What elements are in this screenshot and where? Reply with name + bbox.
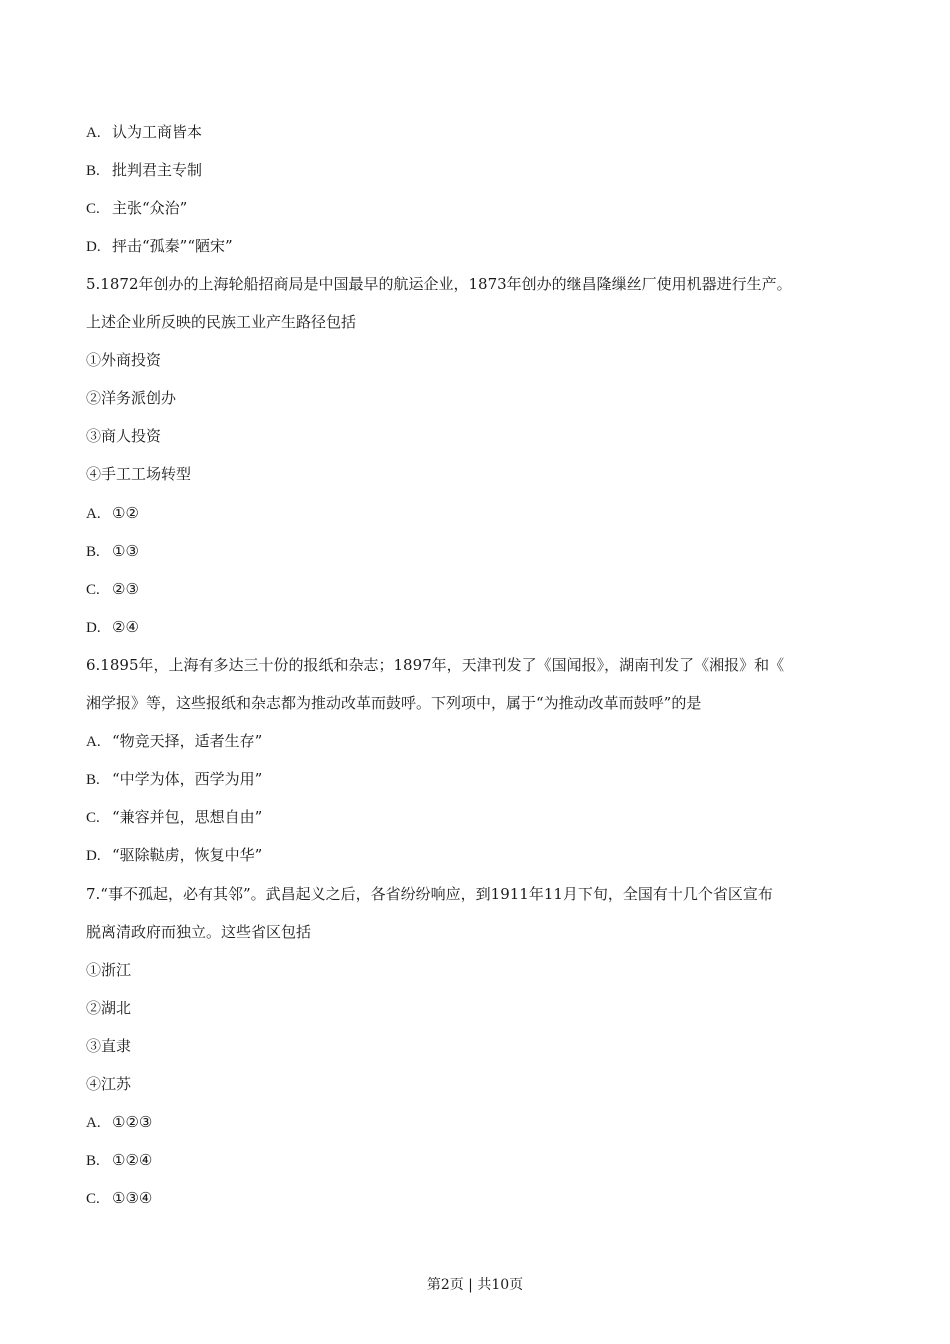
q4-option-d bbox=[86, 236, 233, 257]
q5-option-c bbox=[86, 579, 139, 600]
q6-stem-line2: 湘学报》等，这些报纸和杂志都为推动改革而鼓呼。下列项中，属于“为推动改革而鼓呼”的是 bbox=[86, 694, 702, 712]
option-text: 抨击“孤秦”“陋宋” bbox=[112, 237, 233, 255]
option-letter: B. bbox=[86, 544, 100, 560]
q5-item-1: ①外商投资 bbox=[86, 351, 162, 369]
q6-option-a bbox=[86, 731, 262, 752]
option-text: ②④ bbox=[112, 618, 139, 636]
option-text: ①② bbox=[112, 504, 139, 522]
q6-option-b bbox=[86, 769, 262, 790]
q5-item-2: ②洋务派创办 bbox=[86, 389, 177, 407]
option-letter: D. bbox=[86, 620, 101, 636]
q7-stem-line2: 脱离清政府而独立。这些省区包括 bbox=[86, 923, 312, 941]
option-text: ①③ bbox=[112, 542, 139, 560]
option-text: “物竞天择，适者生存” bbox=[112, 732, 263, 750]
option-letter: C. bbox=[86, 582, 100, 598]
q6-option-d bbox=[86, 845, 262, 866]
q7-option-a bbox=[86, 1112, 152, 1133]
option-text: “中学为体，西学为用” bbox=[112, 770, 263, 788]
page-footer: 第2页 | 共10页 bbox=[426, 1277, 524, 1293]
option-text: ①②③ bbox=[112, 1113, 153, 1131]
option-text: ②③ bbox=[112, 580, 139, 598]
option-text: 主张“众治” bbox=[112, 199, 188, 217]
option-letter: B. bbox=[86, 772, 100, 788]
option-letter: A. bbox=[86, 125, 101, 141]
q7-item-1: ①浙江 bbox=[86, 961, 132, 979]
q5-stem-line2: 上述企业所反映的民族工业产生路径包括 bbox=[86, 313, 357, 331]
q4-option-a bbox=[86, 122, 202, 143]
option-text: ①③④ bbox=[112, 1189, 153, 1207]
q5-item-4: ④手工工场转型 bbox=[86, 465, 192, 483]
option-text: ①②④ bbox=[112, 1151, 153, 1169]
q5-option-b bbox=[86, 541, 139, 562]
option-letter: D. bbox=[86, 239, 101, 255]
q7-option-c bbox=[86, 1188, 152, 1209]
q6-option-c bbox=[86, 807, 262, 828]
option-letter: A. bbox=[86, 1115, 101, 1131]
option-letter: C. bbox=[86, 201, 100, 217]
q5-stem-line1: 5.1872年创办的上海轮船招商局是中国最早的航运企业，1873年创办的继昌隆缫丝厂使用机器进行生产。 bbox=[86, 275, 792, 293]
q7-item-3: ③直隶 bbox=[86, 1037, 132, 1055]
q7-stem-line1: 7.“事不孤起，必有其邻”。武昌起义之后，各省纷纷响应，到1911年11月下旬，全国有十几个省区宣布 bbox=[86, 885, 773, 903]
q7-item-2: ②湖北 bbox=[86, 999, 132, 1017]
option-letter: A. bbox=[86, 734, 101, 750]
option-letter: A. bbox=[86, 506, 101, 522]
option-text: 批判君主专制 bbox=[112, 161, 203, 179]
option-text: “兼容并包，思想自由” bbox=[112, 808, 263, 826]
option-letter: D. bbox=[86, 848, 101, 864]
option-text: 认为工商皆本 bbox=[112, 123, 203, 141]
q5-item-3: ③商人投资 bbox=[86, 427, 162, 445]
option-text: “驱除鞑虏，恢复中华” bbox=[112, 846, 263, 864]
q7-item-4: ④江苏 bbox=[86, 1075, 132, 1093]
option-letter: C. bbox=[86, 1191, 100, 1207]
q6-stem-line1: 6.1895年，上海有多达三十份的报纸和杂志；1897年，天津刊发了《国闻报》，湖南刊发了《湘报》和《 bbox=[86, 656, 785, 674]
option-letter: C. bbox=[86, 810, 100, 826]
q5-option-d bbox=[86, 617, 139, 638]
q7-option-b bbox=[86, 1150, 152, 1171]
q4-option-c bbox=[86, 198, 187, 219]
option-letter: B. bbox=[86, 163, 100, 179]
q4-option-b bbox=[86, 160, 202, 181]
q5-option-a bbox=[86, 503, 139, 524]
option-letter: B. bbox=[86, 1153, 100, 1169]
